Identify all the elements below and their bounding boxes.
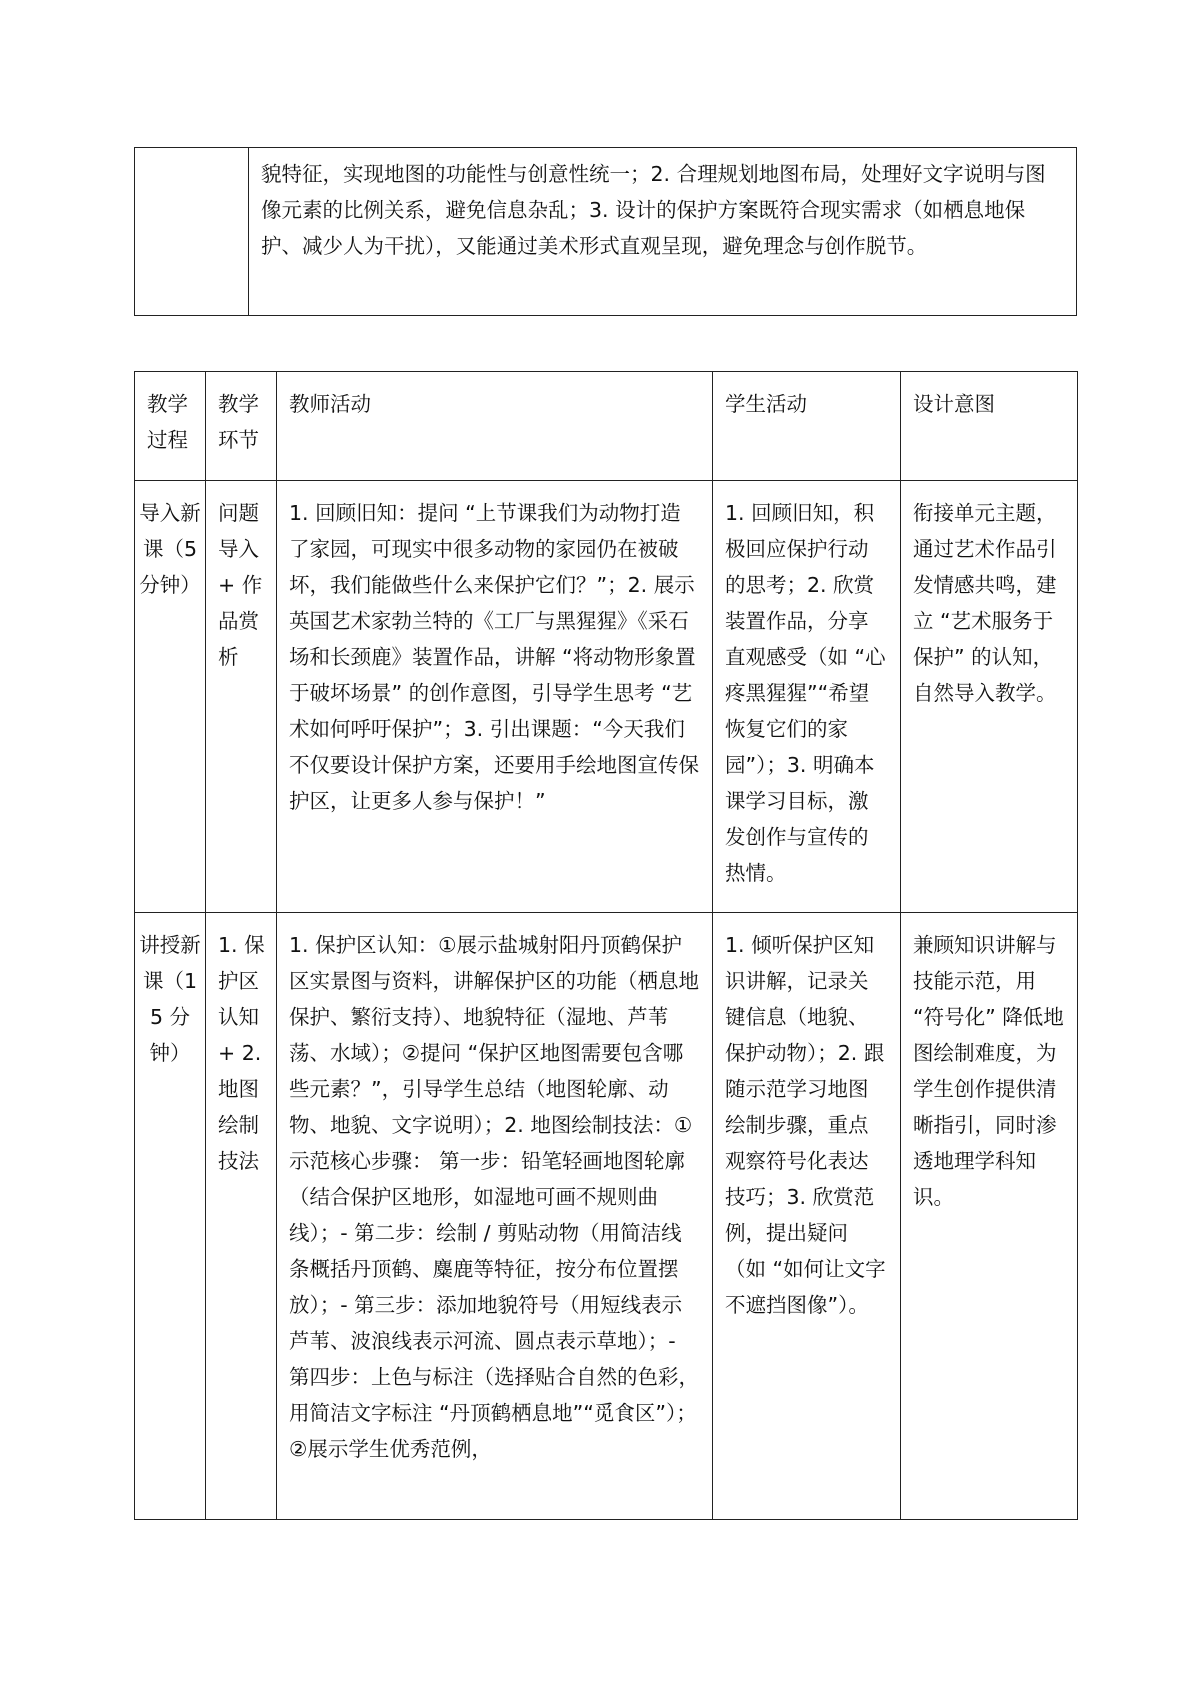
stage-cell: 1. 保护区认知 + 2. 地图绘制技法 — [206, 913, 277, 1520]
header-design-intent: 设计意图 — [901, 372, 1078, 481]
header-teacher-activity: 教师活动 — [277, 372, 713, 481]
design-notes-cell: 貌特征，实现地图的功能性与创意性统一；2. 合理规划地图布局，处理好文字说明与图像元素的比例关系，避免信息杂乱；3. 设计的保护方案既符合现实需求（如栖息地保护、减少人为干扰），又能通过美术形式直观呈现，避免理念与创作脱节。 — [249, 148, 1077, 316]
design-notes-table — [134, 147, 1077, 316]
design-intent-cell: 兼顾知识讲解与技能示范，用 “符号化” 降低地图绘制难度，为学生创作提供清晰指引，同时渗透地理学科知识。 — [901, 913, 1078, 1520]
student-activity-cell: 1. 倾听保护区知识讲解，记录关键信息（地貌、保护动物）；2. 跟随示范学习地图绘制步骤，重点观察符号化表达技巧；3. 欣赏范例，提出疑问（如 “如何让文字不遮挡图像”）。 — [713, 913, 901, 1520]
header-student-activity: 学生活动 — [713, 372, 901, 481]
process-cell: 讲授新课（15 分钟） — [135, 913, 206, 1520]
stage-cell: 问题导入 + 作品赏析 — [206, 481, 277, 913]
teacher-activity-cell: 1. 回顾旧知：提问 “上节课我们为动物打造了家园，可现实中很多动物的家园仍在被破坏，我们能做些什么来保护它们？”；2. 展示英国艺术家勃兰特的《工厂与黑猩猩》《采石场和长颈鹿》装置作品，讲解 “将动物形象置于破坏场景” 的创作意图，引导学生思考 “艺术如何呼吁保护”；3. 引出课题：“今天我们不仅要设计保护方案，还要用手绘地图宣传保护区，让更多人参与保护！” — [277, 481, 713, 913]
table-row — [135, 148, 1077, 316]
design-intent-cell: 衔接单元主题，通过艺术作品引发情感共鸣，建立 “艺术服务于保护” 的认知，自然导入教学。 — [901, 481, 1078, 913]
process-cell: 导入新课（5 分钟） — [135, 481, 206, 913]
table-row — [135, 481, 1078, 913]
empty-label-cell — [135, 148, 249, 316]
table-row — [135, 913, 1078, 1520]
student-activity-cell: 1. 回顾旧知，积极回应保护行动的思考；2. 欣赏装置作品，分享直观感受（如 “心疼黑猩猩”“希望恢复它们的家园”）；3. 明确本课学习目标，激发创作与宣传的热情。 — [713, 481, 901, 913]
header-teaching-stage: 教学环节 — [206, 372, 277, 481]
lesson-process-table — [134, 371, 1078, 1520]
teacher-activity-cell: 1. 保护区认知：①展示盐城射阳丹顶鹤保护区实景图与资料，讲解保护区的功能（栖息地保护、繁衍支持）、地貌特征（湿地、芦苇荡、水域）；②提问 “保护区地图需要包含哪些元素？”，引导学生总结（地图轮廓、动物、地貌、文字说明）；2. 地图绘制技法：①示范核心步骤： 第一步：铅笔轻画地图轮廓（结合保护区地形，如湿地可画不规则曲线）；- 第二步：绘制 / 剪贴动物（用简洁线条概括丹顶鹤、麋鹿等特征，按分布位置摆放）；- 第三步：添加地貌符号（用短线表示芦苇、波浪线表示河流、圆点表示草地）；- 第四步：上色与标注（选择贴合自然的色彩，用简洁文字标注 “丹顶鹤栖息地”“觅食区”）；②展示学生优秀范例， — [277, 913, 713, 1520]
header-teaching-process: 教学过程 — [135, 372, 206, 481]
table-header-row — [135, 372, 1078, 481]
